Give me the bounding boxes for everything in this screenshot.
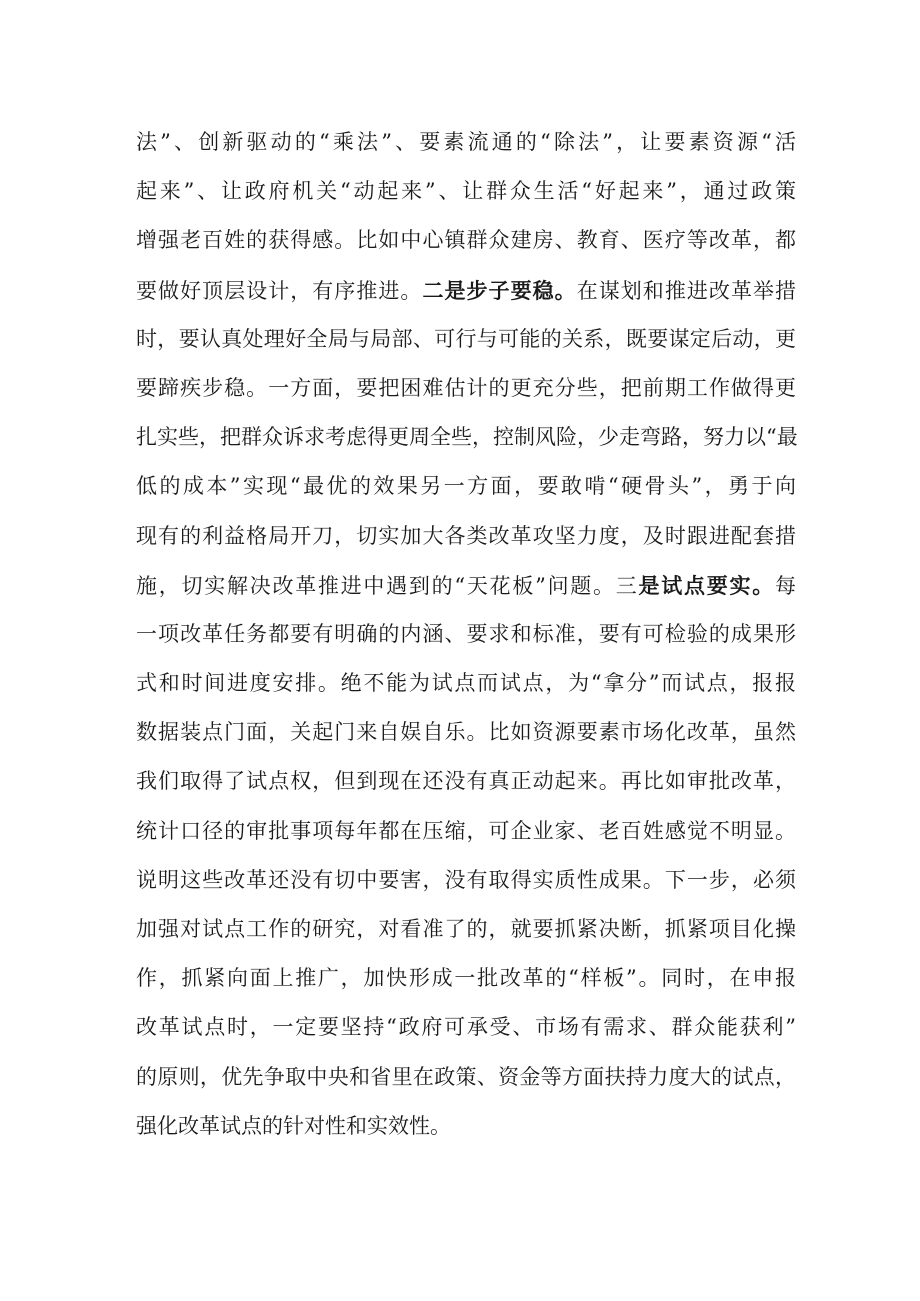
text-line	[136, 1003, 796, 1052]
text-segment: 施，切实解决改革推进中遇到的“天花板”问题。三	[136, 573, 639, 598]
text-segment: 现有的利益格局开刀，切实加大各类改革攻坚力度，及时跟进配套措	[136, 523, 796, 548]
text-segment: 低的成本”实现“最优的效果另一方面，要敢啃“硬骨头”，勇于向	[136, 474, 796, 499]
text-segment: 我们取得了试点权，但到现在还没有真正动起来。再比如审批改革，	[136, 769, 796, 794]
text-line	[136, 118, 796, 167]
text-line	[136, 757, 796, 806]
text-segment: 时，要认真处理好全局与局部、可行与可能的关系，既要谋定后动，更	[136, 326, 796, 351]
text-line	[136, 954, 796, 1003]
text-segment: 增强老百姓的获得感。比如中心镇群众建房、教育、医疗等改革，都	[136, 228, 796, 253]
text-segment: 式和时间进度安排。绝不能为试点而试点，为“拿分”而试点，报报	[136, 671, 796, 696]
text-segment: 改革试点时，一定要坚持“政府可承受、市场有需求、群众能获利”	[136, 1015, 796, 1040]
text-segment: 数据装点门面，关起门来自娱自乐。比如资源要素市场化改革，虽然	[136, 720, 796, 745]
text-segment: 说明这些改革还没有切中要害，没有取得实质性成果。下一步，必须	[136, 867, 796, 892]
text-line	[136, 856, 796, 905]
text-line	[136, 561, 796, 610]
text-line	[136, 512, 796, 561]
text-segment: 扎实些，把群众诉求考虑得更周全些，控制风险，少走弯路，努力以“最	[136, 425, 798, 450]
text-line	[136, 708, 796, 757]
text-line	[136, 1102, 796, 1151]
text-segment: 法”、创新驱动的“乘法”、要素流通的“除法”，让要素资源“活	[136, 130, 796, 154]
bold-heading-text: 二是步子要稳。	[422, 277, 577, 303]
text-line	[136, 905, 796, 954]
text-line	[136, 659, 796, 708]
text-segment: 每	[775, 573, 796, 598]
text-segment: 在谋划和推进改革举措	[576, 278, 797, 303]
text-segment: 强化改革试点的针对性和实效性。	[136, 1113, 451, 1138]
text-line	[136, 610, 796, 659]
text-line	[136, 807, 796, 856]
text-line	[136, 216, 796, 265]
text-segment: 加强对试点工作的研究，对看准了的，就要抓紧决断，抓紧项目化操	[136, 917, 796, 941]
text-line	[136, 1053, 796, 1102]
text-segment: 作，抓紧向面上推广，加快形成一批改革的“样板”。同时，在申报	[136, 966, 796, 991]
text-segment: 的原则，优先争取中央和省里在政策、资金等方面扶持力度大的试点，	[136, 1064, 796, 1089]
body-paragraph	[136, 118, 796, 1151]
text-line	[136, 413, 796, 462]
text-segment: 起来”、让政府机关“动起来”、让群众生活“好起来”，通过政策	[136, 179, 796, 204]
text-segment: 一项改革任务都要有明确的内涵、要求和标准，要有可检验的成果形	[136, 621, 796, 646]
text-segment: 要蹄疾步稳。一方面，要把困难估计的更充分些，把前期工作做得更	[136, 375, 796, 400]
text-line	[136, 364, 796, 413]
text-line	[136, 167, 796, 216]
text-line	[136, 315, 796, 364]
text-line	[136, 462, 796, 511]
text-segment: 统计口径的审批事项每年都在压缩，可企业家、老百姓感觉不明显。	[136, 818, 796, 843]
bold-heading-text: 是试点要实。	[638, 572, 775, 598]
text-line	[136, 266, 796, 315]
text-segment: 要做好顶层设计，有序推进。	[136, 278, 423, 303]
